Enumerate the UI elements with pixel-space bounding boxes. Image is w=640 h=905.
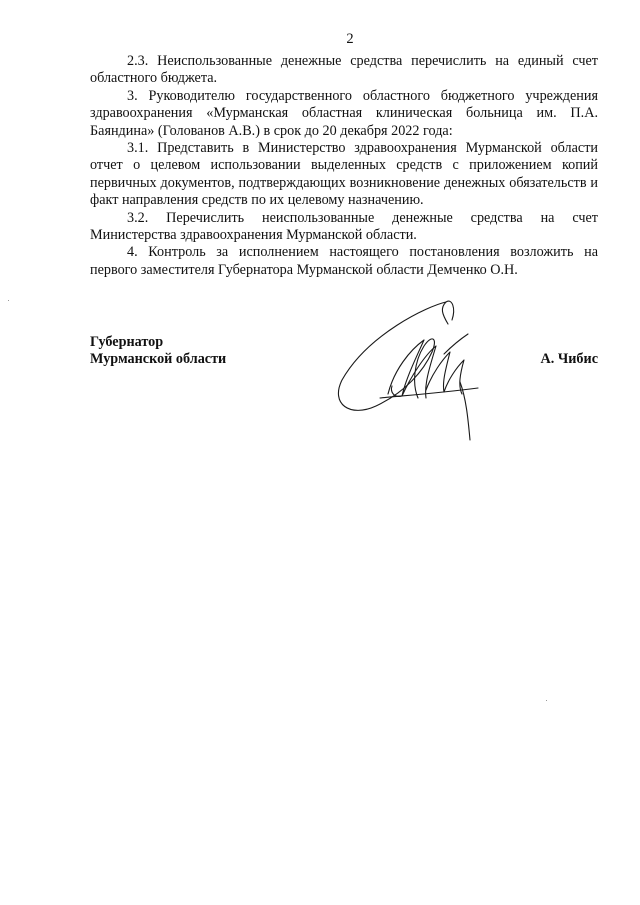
signer-title-line-1: Губернатор [90, 334, 164, 350]
paragraph-3: 3. Руководителю государственного областного бюджетного учреждения здравоохранения «Мурманская областная клиническая больница им. П.А. Баяндина» (Голованов А.В.) в срок до 20 декабря 2022 года: [90, 87, 598, 139]
scan-speck [546, 700, 547, 701]
signer-name: А. Чибис [540, 351, 598, 367]
signer-title [90, 334, 226, 369]
paragraph-4: 4. Контроль за исполнением настоящего постановления возложить на первого заместителя Губернатора Мурманской области Демченко О.Н. [90, 244, 598, 278]
signer-title-line-2: Мурманской области [90, 351, 227, 368]
paragraph-3-2: 3.2. Перечислить неиспользованные денежные средства на счет Министерства здравоохранения Мурманской области. [90, 209, 598, 244]
handwritten-signature [328, 294, 498, 444]
page-number: 2 [346, 31, 354, 47]
scan-speck [8, 300, 9, 301]
paragraph-2-3: 2.3. Неиспользованные денежные средства перечислить на единый счет областного бюджета. [90, 53, 598, 87]
signature-block [90, 334, 598, 444]
document-body [90, 53, 598, 279]
paragraph-3-1: 3.1. Представить в Министерство здравоохранения Мурманской области отчет о целевом использовании выделенных средств с приложением копий первичных документов, подтверждающих возникновение денежных обязательств и факт направления средств по их целевому назначению. [90, 140, 598, 209]
